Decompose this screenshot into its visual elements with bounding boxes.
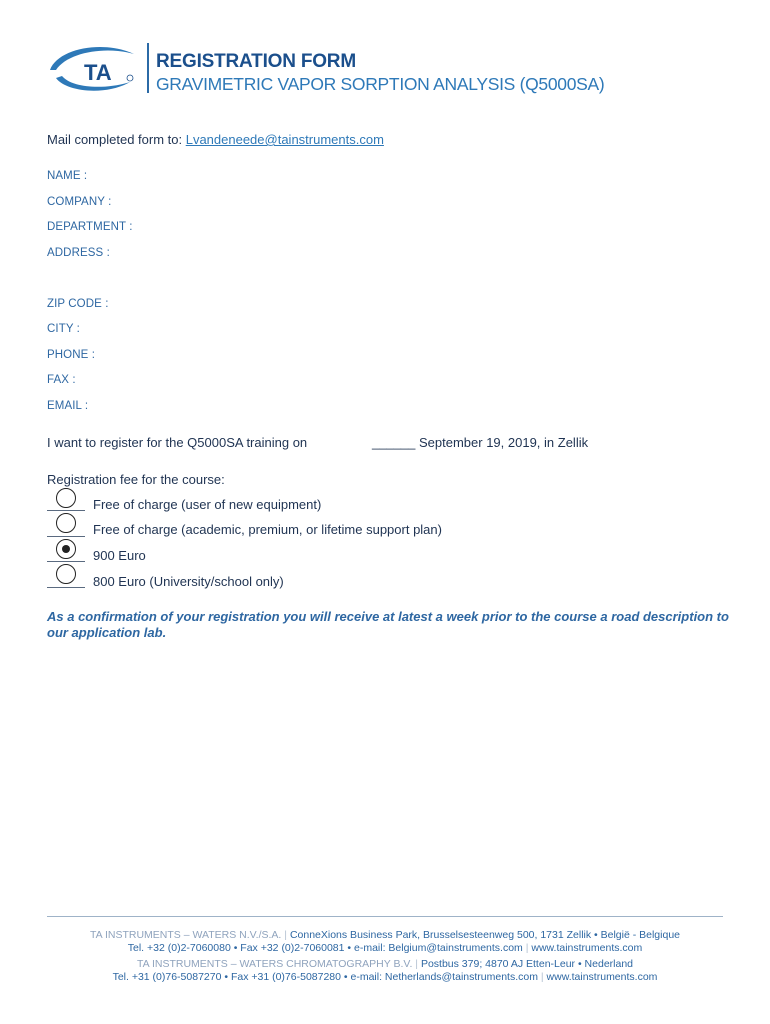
footer-be-web-link[interactable]: www.tainstruments.com <box>531 942 643 954</box>
fee-option-radio-free-new-equipment[interactable] <box>56 488 76 508</box>
footer-nl-company: TA INSTRUMENTS – WATERS CHROMATOGRAPHY B.V. <box>136 958 413 970</box>
register-statement: I want to register for the Q5000SA training on <box>47 435 308 450</box>
training-date: September 19, 2019, in Zellik <box>419 435 589 450</box>
fee-option-radio-900-euro[interactable] <box>56 539 76 559</box>
fee-option-label: 900 Euro <box>93 548 146 563</box>
fee-option-label: 800 Euro (University/school only) <box>93 574 284 589</box>
footer-separator: | <box>284 929 288 941</box>
register-date-blank[interactable]: ______ <box>372 435 416 450</box>
footer-separator: | <box>525 942 529 954</box>
company-field-label: COMPANY : <box>47 196 112 208</box>
footer-nl-address: Postbus 379; 4870 AJ Etten-Leur • Nederland <box>420 958 634 970</box>
mail-prefix: Mail completed form to: <box>47 132 186 147</box>
form-title: REGISTRATION FORM <box>156 51 356 72</box>
footer-nl-web-link[interactable]: www.tainstruments.com <box>546 971 658 983</box>
footer-nl-contact: Tel. +31 (0)76-5087270 • Fax +31 (0)76-5087280 • e-mail: Netherlands@tainstruments.com <box>112 971 538 983</box>
option-underline <box>47 536 85 537</box>
footer-separator: | <box>415 958 419 970</box>
zip-code-field-label: ZIP CODE : <box>47 298 109 310</box>
ta-logo <box>44 40 140 96</box>
footer-be-contact: Tel. +32 (0)2-7060080 • Fax +32 (0)2-7060081 • e-mail: Belgium@tainstruments.com <box>127 942 523 954</box>
address-field-label: ADDRESS : <box>47 247 110 259</box>
fee-option-label: Free of charge (user of new equipment) <box>93 497 322 512</box>
fax-field-label: FAX : <box>47 374 76 386</box>
header-divider <box>147 43 149 93</box>
fee-option-radio-800-euro[interactable] <box>56 564 76 584</box>
logo-text: TA <box>84 60 112 85</box>
footer-divider <box>47 916 723 917</box>
footer-be-address: ConneXions Business Park, Brusselsesteenweg 500, 1731 Zellik • België - Belgique <box>289 929 681 941</box>
footer-belgium-line-1 <box>0 929 770 941</box>
footer-netherlands-line-2 <box>0 971 770 983</box>
option-underline <box>47 561 85 562</box>
fee-title: Registration fee for the course: <box>47 472 225 487</box>
option-underline <box>47 587 85 588</box>
mail-email-link[interactable]: Lvandeneede@tainstruments.com <box>185 132 384 147</box>
footer-separator: | <box>540 971 544 983</box>
name-field-label: NAME : <box>47 170 88 182</box>
radio-dot <box>62 545 70 553</box>
department-field-label: DEPARTMENT : <box>47 221 133 233</box>
confirmation-note: As a confirmation of your registration you will receive at latest a week prior to the course a road description to our application lab. <box>47 609 729 640</box>
mail-instruction <box>47 132 384 147</box>
footer-be-company: TA INSTRUMENTS – WATERS N.V./S.A. <box>89 929 282 941</box>
form-subtitle: GRAVIMETRIC VAPOR SORPTION ANALYSIS (Q5000SA) <box>156 74 605 94</box>
fee-option-label: Free of charge (academic, premium, or lifetime support plan) <box>93 522 442 537</box>
footer-belgium-line-2 <box>0 942 770 954</box>
option-underline <box>47 510 85 511</box>
fee-option-radio-free-support-plan[interactable] <box>56 513 76 533</box>
city-field-label: CITY : <box>47 323 80 335</box>
email-field-label: EMAIL : <box>47 400 89 412</box>
footer-netherlands-line-1 <box>0 958 770 970</box>
phone-field-label: PHONE : <box>47 349 95 361</box>
